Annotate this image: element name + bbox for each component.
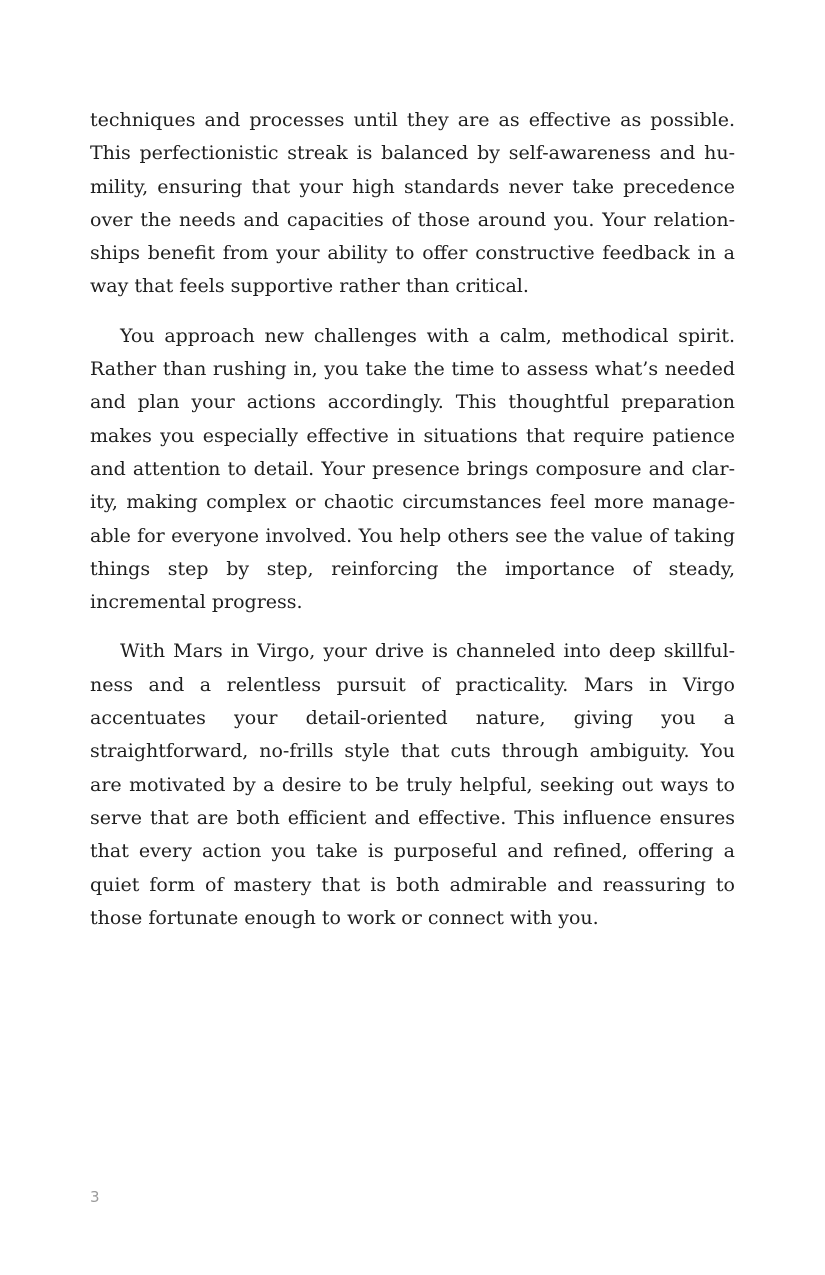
paragraph-mars-in-virgo: With Mars in Virgo, your drive is channeled into deep skillfulness and a relentless pursuit of practicality. Mars in Virgo accentuates your detail-oriented nature, giving you a straightforward, no-frills style that cuts through ambiguity. You are motivated by a desire to be truly helpful, seeking out ways to serve that are both efficient and effective. This influence ensures that every action you take is purposeful and refined, offering a quiet form of mastery that is both admirable and reassuring to those fortunate enough to work or connect with you. <box>90 640 735 929</box>
paragraph-challenges: You approach new challenges with a calm, methodical spirit. Rather than rushing in, you take the time to assess what’s needed and plan your actions accordingly. This thoughtful preparation makes you especially effective in situations that require patience and attention to detail. Your presence brings composure and clarity, making complex or chaotic circumstances feel more manageable for everyone involved. You help others see the value of taking things step by step, reinforcing the importance of steady, incremental progress. <box>90 324 735 614</box>
page-number: 3 <box>90 1188 100 1206</box>
body-text <box>90 104 735 951</box>
paragraph-continuation: techniques and processes until they are as effective as possible. This perfectionistic streak is balanced by self-awareness and humility, ensuring that your high standards never take precedence over the needs and capacities of those around you. Your relationships benefit from your ability to offer constructive feedback in a way that feels supportive rather than critical. <box>90 109 735 298</box>
